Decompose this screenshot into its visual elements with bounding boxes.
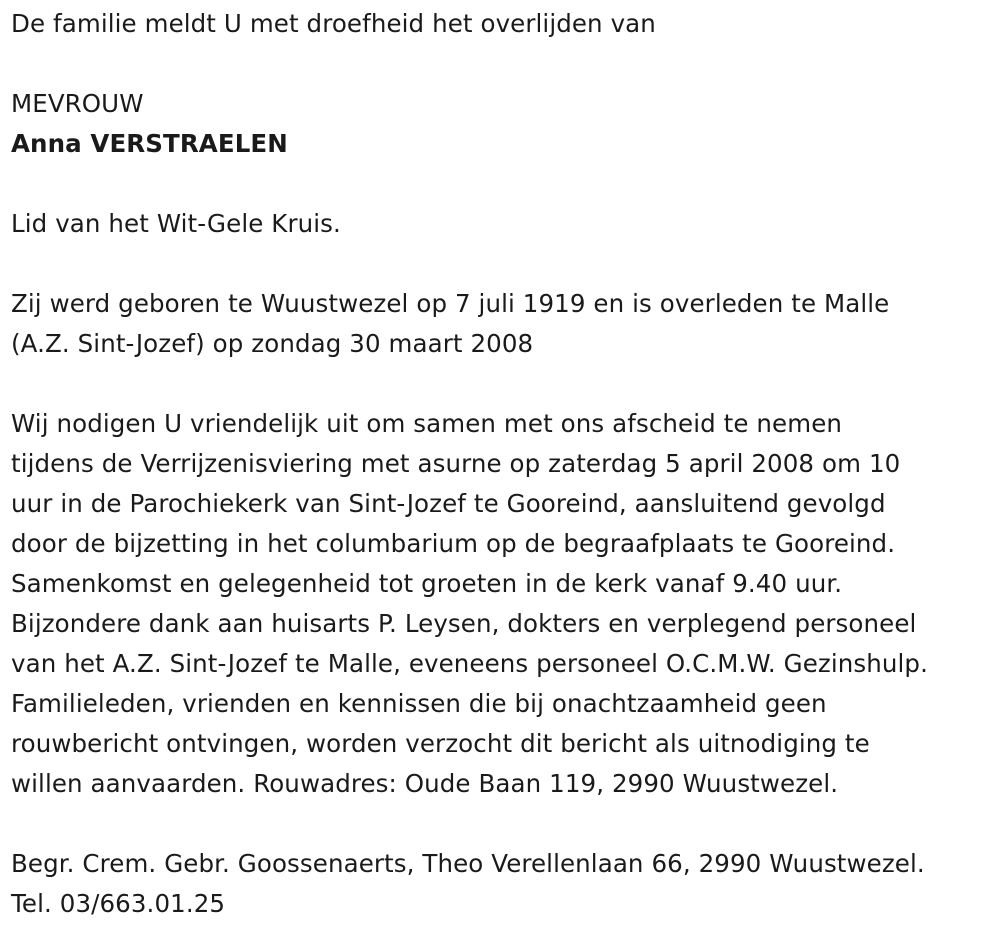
intro-text: De familie meldt U met droefheid het overlijden van	[11, 9, 656, 38]
invitation-paragraph	[11, 404, 996, 804]
paragraph-line: Samenkomst en gelegenheid tot groeten in de kerk vanaf 9.40 uur.	[11, 569, 843, 598]
paragraph-line: Familieleden, vrienden en kennissen die bij onachtzaamheid geen	[11, 689, 827, 718]
deceased-name: Anna VERSTRAELEN	[11, 129, 288, 158]
birth-death-paragraph	[11, 284, 996, 364]
paragraph-line: Begr. Crem. Gebr. Goossenaerts, Theo Verellenlaan 66, 2990 Wuustwezel.	[11, 849, 925, 878]
funeral-home-paragraph	[11, 844, 996, 924]
salutation-text: MEVROUW	[11, 89, 144, 118]
paragraph-line: tijdens de Verrijzenisviering met asurne op zaterdag 5 april 2008 om 10	[11, 449, 901, 478]
paragraph-line: Zij werd geboren te Wuustwezel op 7 juli 1919 en is overleden te Malle	[11, 289, 890, 318]
paragraph-line: willen aanvaarden. Rouwadres: Oude Baan 119, 2990 Wuustwezel.	[11, 769, 839, 798]
paragraph-line: uur in de Parochiekerk van Sint-Jozef te Gooreind, aansluitend gevolgd	[11, 489, 886, 518]
paragraph-line: Bijzondere dank aan huisarts P. Leysen, dokters en verplegend personeel	[11, 609, 917, 638]
membership-text: Lid van het Wit-Gele Kruis.	[11, 209, 341, 238]
death-notice	[11, 4, 996, 924]
paragraph-line: (A.Z. Sint-Jozef) op zondag 30 maart 2008	[11, 329, 534, 358]
spacer	[11, 364, 996, 404]
spacer	[11, 804, 996, 844]
paragraph-line: Wij nodigen U vriendelijk uit om samen met ons afscheid te nemen	[11, 409, 842, 438]
paragraph-line: rouwbericht ontvingen, worden verzocht dit bericht als uitnodiging te	[11, 729, 870, 758]
paragraph-line: van het A.Z. Sint-Jozef te Malle, eveneens personeel O.C.M.W. Gezinshulp.	[11, 649, 928, 678]
spacer	[11, 164, 996, 204]
spacer	[11, 244, 996, 284]
paragraph-line: door de bijzetting in het columbarium op de begraafplaats te Gooreind.	[11, 529, 896, 558]
spacer	[11, 44, 996, 84]
paragraph-line: Tel. 03/663.01.25	[11, 889, 226, 918]
